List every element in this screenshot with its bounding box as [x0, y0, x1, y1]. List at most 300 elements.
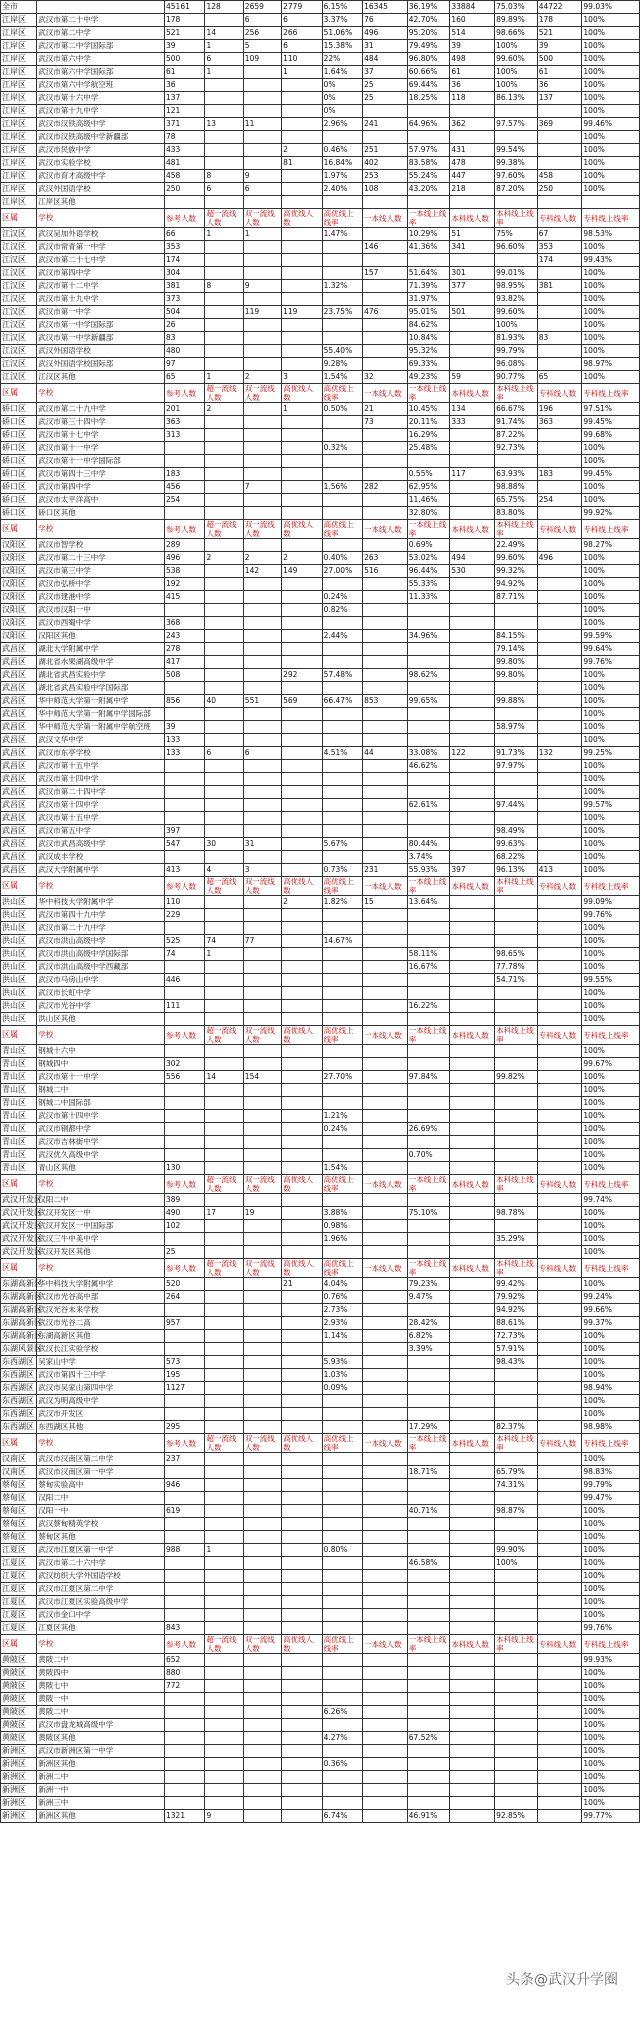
table-cell: 0.69%	[407, 539, 450, 552]
table-cell: 78	[165, 131, 205, 144]
table-cell	[205, 14, 243, 27]
table-row	[1, 1706, 640, 1719]
table-cell: 100%	[582, 1246, 640, 1259]
table-cell	[407, 773, 450, 786]
table-cell	[363, 280, 408, 293]
table-row	[1, 157, 640, 170]
table-cell: 23.75%	[322, 306, 362, 319]
table-cell: 3.88%	[322, 1207, 362, 1220]
table-cell: 湖北省武昌实验中学国际部	[37, 682, 165, 695]
table-cell	[537, 1596, 582, 1609]
table-cell	[282, 131, 322, 144]
table-cell: 参考人数	[165, 1175, 205, 1194]
table-row	[1, 987, 640, 1000]
table-cell: 87.20%	[495, 183, 538, 196]
table-cell	[282, 183, 322, 196]
table-cell: 6	[243, 14, 281, 27]
table-cell	[495, 1732, 538, 1745]
table-cell: 371	[165, 118, 205, 131]
table-cell	[450, 1194, 495, 1207]
table-cell: 钢城二中	[37, 1084, 165, 1097]
table-cell: 江汉区	[1, 306, 37, 319]
table-cell	[243, 92, 281, 105]
table-cell: 1	[205, 228, 243, 241]
table-cell: 武汉市武昌高级中学	[37, 838, 165, 851]
table-cell: 551	[243, 695, 281, 708]
table-cell	[282, 1531, 322, 1544]
table-cell	[322, 1609, 362, 1622]
table-cell: 武汉市马房山中学	[37, 974, 165, 987]
table-cell: 汉阳区	[1, 591, 37, 604]
table-row	[1, 1693, 640, 1706]
table-cell	[495, 1797, 538, 1810]
table-cell: 494	[450, 552, 495, 565]
table-cell	[205, 494, 243, 507]
table-cell: 100%	[582, 92, 640, 105]
table-cell	[537, 1343, 582, 1356]
table-cell: 94.92%	[495, 1304, 538, 1317]
table-cell: 武汉开发区	[1, 1246, 37, 1259]
table-cell	[282, 1291, 322, 1304]
table-cell	[322, 974, 362, 987]
table-cell: 武汉市第六中学	[37, 53, 165, 66]
table-row	[1, 183, 640, 196]
table-cell: 413	[537, 864, 582, 877]
table-cell	[282, 1810, 322, 1823]
table-cell	[407, 1304, 450, 1317]
table-cell	[205, 1421, 243, 1434]
table-cell: 武汉开发区一中	[37, 1207, 165, 1220]
table-cell	[495, 1000, 538, 1013]
table-cell: 武汉市第四十三中学	[37, 468, 165, 481]
table-row	[1, 864, 640, 877]
table-cell: 368	[165, 617, 205, 630]
table-cell: 武昌区	[1, 825, 37, 838]
table-row	[1, 799, 640, 812]
table-cell: 397	[450, 864, 495, 877]
table-row	[1, 1680, 640, 1693]
table-cell	[495, 1058, 538, 1071]
table-cell	[537, 617, 582, 630]
table-cell	[282, 494, 322, 507]
table-cell: 83.58%	[407, 157, 450, 170]
table-cell: 100%	[582, 695, 640, 708]
table-cell: 武汉市第四中学	[37, 267, 165, 280]
table-cell	[243, 1343, 281, 1356]
table-cell: 538	[165, 565, 205, 578]
table-cell	[165, 1395, 205, 1408]
table-cell	[205, 1045, 243, 1058]
table-cell	[537, 825, 582, 838]
table-cell	[243, 1505, 281, 1518]
table-cell: 武汉市第六中学国际部	[37, 66, 165, 79]
table-cell	[450, 1719, 495, 1732]
table-cell	[363, 604, 408, 617]
table-cell: 武汉三牛中美中学	[37, 1233, 165, 1246]
table-cell: 华中科技大学附属中学	[37, 896, 165, 909]
table-cell: 65	[165, 371, 205, 384]
table-cell	[243, 1596, 281, 1609]
table-cell	[205, 1505, 243, 1518]
table-cell: 9.47%	[407, 1291, 450, 1304]
table-cell: 100%	[582, 1013, 640, 1026]
table-cell: 100%	[582, 27, 640, 40]
table-cell: 100%	[582, 241, 640, 254]
table-cell	[243, 773, 281, 786]
table-cell	[450, 1654, 495, 1667]
table-cell	[243, 1382, 281, 1395]
table-cell: 武汉市光谷二高	[37, 1317, 165, 1330]
table-cell: 武汉吴加外语学校	[37, 228, 165, 241]
table-row	[1, 345, 640, 358]
table-cell	[205, 1771, 243, 1784]
table-cell: 武汉市第四中学	[37, 481, 165, 494]
table-cell: 新洲区其他	[37, 1810, 165, 1823]
table-cell: 456	[165, 481, 205, 494]
table-cell	[165, 1492, 205, 1505]
table-cell	[450, 1570, 495, 1583]
table-row	[1, 429, 640, 442]
table-cell	[495, 1013, 538, 1026]
table-cell	[282, 1466, 322, 1479]
table-cell: 武汉市汉南区第一中学	[37, 1466, 165, 1479]
table-cell	[322, 1693, 362, 1706]
table-cell	[165, 1758, 205, 1771]
table-cell: 新洲区	[1, 1810, 37, 1823]
table-cell: 专科线人数	[537, 384, 582, 403]
table-cell: 42.70%	[407, 14, 450, 27]
table-cell	[37, 1, 165, 14]
table-cell: 100%	[582, 682, 640, 695]
table-row	[1, 319, 640, 332]
table-cell: 71.39%	[407, 280, 450, 293]
table-cell: 99.65%	[407, 695, 450, 708]
table-cell: 14	[205, 27, 243, 40]
table-row	[1, 643, 640, 656]
table-cell	[450, 539, 495, 552]
table-cell: 本科线人数	[450, 520, 495, 539]
table-cell	[537, 1194, 582, 1207]
table-cell: 100%	[582, 935, 640, 948]
table-cell: 本科线上线率	[495, 384, 538, 403]
table-cell	[243, 812, 281, 825]
table-cell: 100%	[582, 1136, 640, 1149]
table-cell: 本科线上线率	[495, 1434, 538, 1453]
table-cell: 64.96%	[407, 118, 450, 131]
table-cell	[322, 1745, 362, 1758]
table-cell: 111	[165, 1000, 205, 1013]
table-cell	[363, 1149, 408, 1162]
table-cell	[450, 1421, 495, 1434]
table-cell	[450, 1317, 495, 1330]
table-cell: 一本线人数	[363, 209, 408, 228]
table-cell: 99.64%	[582, 643, 640, 656]
table-cell	[243, 1732, 281, 1745]
table-cell	[537, 1149, 582, 1162]
table-cell: 东湖高新区	[1, 1330, 37, 1343]
table-cell	[407, 1784, 450, 1797]
table-cell: 7	[243, 481, 281, 494]
table-cell	[282, 721, 322, 734]
table-cell	[495, 896, 538, 909]
table-cell: 480	[165, 345, 205, 358]
table-cell	[205, 578, 243, 591]
table-cell: 区属	[1, 520, 37, 539]
table-cell: 99.46%	[582, 118, 640, 131]
table-cell	[243, 643, 281, 656]
table-cell	[407, 786, 450, 799]
table-cell	[243, 578, 281, 591]
table-cell: 高优线人数	[282, 1259, 322, 1278]
table-cell	[282, 948, 322, 961]
table-cell	[450, 1000, 495, 1013]
table-cell	[322, 1479, 362, 1492]
table-cell: 53.02%	[407, 552, 450, 565]
table-cell: 254	[537, 494, 582, 507]
table-cell	[322, 961, 362, 974]
table-cell: 6.26%	[322, 1706, 362, 1719]
table-cell	[322, 812, 362, 825]
table-cell: 98.43%	[495, 1356, 538, 1369]
table-cell	[363, 1084, 408, 1097]
table-cell: 98.78%	[495, 1207, 538, 1220]
table-cell	[407, 935, 450, 948]
table-cell: 黄陂区	[1, 1654, 37, 1667]
table-cell: 772	[165, 1680, 205, 1693]
table-cell: 洪山区其他	[37, 1013, 165, 1026]
table-cell: 521	[537, 27, 582, 40]
table-row	[1, 494, 640, 507]
table-cell: 500	[165, 53, 205, 66]
table-cell: 硚口区	[1, 416, 37, 429]
table-cell	[537, 442, 582, 455]
table-cell: 1127	[165, 1382, 205, 1395]
table-cell	[363, 799, 408, 812]
table-cell: 江汉区	[1, 280, 37, 293]
table-row	[1, 1369, 640, 1382]
table-cell: 96.08%	[495, 358, 538, 371]
table-cell: 31	[243, 838, 281, 851]
table-cell: 参考人数	[165, 520, 205, 539]
table-cell	[363, 1045, 408, 1058]
table-cell: 16.29%	[407, 429, 450, 442]
table-cell	[495, 786, 538, 799]
table-cell: 128	[205, 1, 243, 14]
table-cell: 99.60%	[495, 552, 538, 565]
table-cell: 汉阳区	[1, 617, 37, 630]
table-cell: 新洲区	[1, 1758, 37, 1771]
table-cell	[322, 468, 362, 481]
table-cell: 洪山区	[1, 909, 37, 922]
table-cell	[205, 481, 243, 494]
table-cell: 武汉市汉铁高级中学新疆部	[37, 131, 165, 144]
table-cell	[363, 1732, 408, 1745]
table-cell: 25.48%	[407, 442, 450, 455]
table-cell	[450, 319, 495, 332]
table-row	[1, 1207, 640, 1220]
table-row	[1, 604, 640, 617]
table-cell	[450, 935, 495, 948]
table-cell: 武汉开发区其他	[37, 1246, 165, 1259]
table-row	[1, 935, 640, 948]
table-cell: 44722	[537, 1, 582, 14]
table-row	[1, 1, 640, 14]
table-cell: 0.82%	[322, 604, 362, 617]
table-cell	[407, 1479, 450, 1492]
table-cell: 119	[243, 306, 281, 319]
table-cell	[537, 1745, 582, 1758]
table-cell: 东湖高新区	[1, 1291, 37, 1304]
table-cell: 100%	[582, 948, 640, 961]
table-cell: 1.56%	[322, 481, 362, 494]
table-cell: 415	[165, 591, 205, 604]
table-cell: 99.82%	[495, 1071, 538, 1084]
table-cell	[537, 1220, 582, 1233]
table-cell	[495, 1719, 538, 1732]
table-cell: 26.69%	[407, 1123, 450, 1136]
table-cell: 100%	[582, 1233, 640, 1246]
table-cell	[243, 896, 281, 909]
table-cell: 100%	[582, 1453, 640, 1466]
table-cell	[243, 1369, 281, 1382]
table-cell: 本科线人数	[450, 384, 495, 403]
table-cell	[450, 105, 495, 118]
table-cell	[282, 1408, 322, 1421]
table-cell: 61	[450, 66, 495, 79]
table-cell: 341	[450, 241, 495, 254]
table-cell	[205, 196, 243, 209]
table-cell	[495, 1220, 538, 1233]
table-cell: 0%	[322, 92, 362, 105]
table-cell	[282, 1207, 322, 1220]
table-cell	[243, 1706, 281, 1719]
table-cell: 36.19%	[407, 1, 450, 14]
table-cell: 武昌区	[1, 708, 37, 721]
table-cell: 97	[165, 358, 205, 371]
table-cell: 武昌区	[1, 799, 37, 812]
table-cell	[165, 455, 205, 468]
table-cell	[282, 1570, 322, 1583]
table-cell	[407, 1570, 450, 1583]
table-cell	[205, 1408, 243, 1421]
table-cell: 100%	[582, 1110, 640, 1123]
table-cell	[205, 669, 243, 682]
table-cell: 2	[282, 552, 322, 565]
table-cell: 15.38%	[322, 40, 362, 53]
table-row	[1, 695, 640, 708]
table-cell: 高优线上线率	[322, 520, 362, 539]
table-cell: 1	[282, 403, 322, 416]
table-row	[1, 1784, 640, 1797]
table-cell: 100%	[495, 1557, 538, 1570]
table-cell: 34.96%	[407, 630, 450, 643]
table-cell: 99.77%	[582, 1810, 640, 1823]
table-cell	[363, 1408, 408, 1421]
table-cell	[243, 1667, 281, 1680]
table-cell: 98.88%	[495, 481, 538, 494]
table-cell: 本科线上线率	[495, 1259, 538, 1278]
table-cell	[363, 1771, 408, 1784]
table-cell: 洪山区	[1, 948, 37, 961]
table-cell: 100%	[582, 319, 640, 332]
table-cell	[243, 468, 281, 481]
table-cell	[363, 838, 408, 851]
table-cell	[205, 1680, 243, 1693]
table-cell: 6	[205, 183, 243, 196]
table-cell: 蔡甸区	[1, 1479, 37, 1492]
table-cell: 0.32%	[322, 442, 362, 455]
table-cell: 武汉市洪山高级中学国际部	[37, 948, 165, 961]
table-cell	[243, 1136, 281, 1149]
table-cell	[537, 1356, 582, 1369]
table-cell	[537, 591, 582, 604]
table-cell: 汉阳二中	[37, 1492, 165, 1505]
table-cell: 武汉市第十一中学	[37, 1071, 165, 1084]
table-cell: 双一流线人数	[243, 384, 281, 403]
table-cell: 263	[363, 552, 408, 565]
table-cell	[282, 1693, 322, 1706]
table-cell: 专科线上线率	[582, 1434, 640, 1453]
table-cell	[205, 961, 243, 974]
table-cell	[450, 1544, 495, 1557]
table-cell	[243, 1395, 281, 1408]
table-cell: 146	[363, 241, 408, 254]
table-cell	[165, 1084, 205, 1097]
table-cell	[282, 319, 322, 332]
table-cell: 高优线上线率	[322, 1434, 362, 1453]
table-cell: 一本线人数	[363, 877, 408, 896]
table-cell	[282, 1732, 322, 1745]
table-cell	[495, 1194, 538, 1207]
table-cell	[282, 79, 322, 92]
table-cell	[282, 507, 322, 520]
table-cell: 本科线人数	[450, 1434, 495, 1453]
table-cell: 397	[165, 825, 205, 838]
table-cell	[243, 1317, 281, 1330]
table-cell	[282, 1654, 322, 1667]
table-cell	[537, 1518, 582, 1531]
table-cell	[282, 630, 322, 643]
table-cell	[282, 1343, 322, 1356]
table-cell: 武汉市第二中学	[37, 27, 165, 40]
table-cell: 江夏区其他	[37, 1622, 165, 1635]
table-cell	[537, 630, 582, 643]
table-cell	[205, 416, 243, 429]
table-cell: 0.98%	[322, 1220, 362, 1233]
table-row	[1, 948, 640, 961]
table-cell	[407, 825, 450, 838]
table-cell	[537, 786, 582, 799]
table-row	[1, 358, 640, 371]
table-row	[1, 1343, 640, 1356]
table-cell	[282, 734, 322, 747]
table-row	[1, 1622, 640, 1635]
table-cell	[363, 1013, 408, 1026]
table-cell: 433	[165, 144, 205, 157]
table-cell: 8	[205, 280, 243, 293]
table-cell: 区属	[1, 1026, 37, 1045]
table-cell	[407, 1045, 450, 1058]
table-cell: 青山区	[1, 1084, 37, 1097]
table-cell: 2	[282, 144, 322, 157]
table-cell	[282, 1505, 322, 1518]
table-cell: 6	[282, 40, 322, 53]
table-cell	[495, 105, 538, 118]
table-cell: 137	[165, 92, 205, 105]
table-cell	[363, 455, 408, 468]
table-cell: 江夏区	[1, 1583, 37, 1596]
table-cell	[537, 1304, 582, 1317]
